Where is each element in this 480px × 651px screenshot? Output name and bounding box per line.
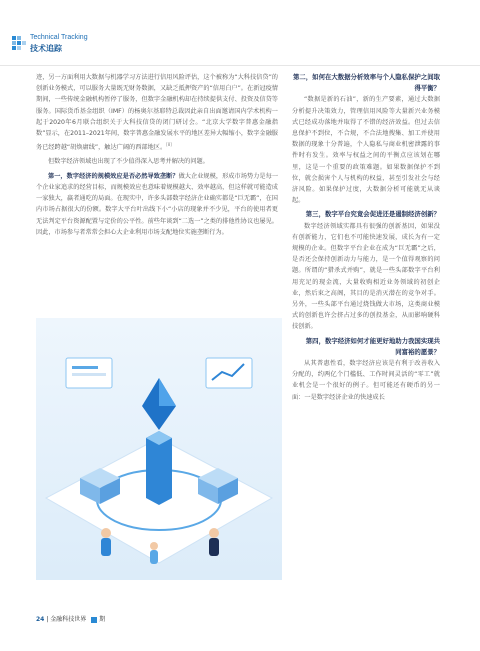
paragraph: 从其普惠性看，数字经济应该是有利于改善收入分配的，约两亿个门槛低、工作时间灵活的“零工”就业机会是一个很好的例子。但可能还有硬币的另一面：一是数字经济企业的快速成长	[292, 360, 440, 401]
question-heading: 第一，数字经济的规模效应是否必然导致垄断？	[48, 172, 179, 180]
question-heading: 第三，数字平台究竟会促进还是遏制经济创新？	[305, 210, 440, 219]
header-title-cn: 技术追踪	[30, 44, 62, 53]
header-title-en: Technical Tracking	[30, 34, 88, 41]
reference-mark: [8]	[166, 142, 172, 148]
paragraph: 数字经济领域实都具有很强的创新基因，如果没有创新能力，它们也不可能快速发展，成长为有一定规模的企业。但数字平台企业在成为“巨无霸”之后，是否还会保持创新动力与能力，是一个值得观察的问题。所谓的“猎杀式并购”，就是一些头部数字平台利用充足的现金流，大量收购相近业务领域的初创企业，然后束之高阁，其目的是消灭潜在的竞争对手。另外，一些头部平台通过烧钱做大市场，这类商业模式的创新也许会挤占过多的创投基金，从而影响硬科技创新。	[292, 222, 440, 331]
question-heading: 第二，如何在大数据分析效率与个人隐私保护之间取得平衡？	[293, 73, 440, 93]
paragraph: 第一，数字经济的规模效应是否必然导致垄断？做大企业规模，形成市场势力是每一个企业家追求的经营目标，而规模效应也意味着规模越大、效率越高，但这样就可能造成一家独大，赢者通吃的局面。在现实中，许多头部数字经济企业确实都是“巨无霸”，在国内市场占据很大的份额。数字大平台叶出线下小“小店的现象并不少见，平台的使用者更无法判定平台资源配置与定价的公平性。前些年谈到“二选一”之类的排他性协议也屡见。因此，市场参与者常常会担心大企业利用市场支配地位实施垄断行为。	[36, 172, 279, 236]
logo-icon	[12, 36, 26, 52]
publication-name: 金融科技世界	[50, 616, 87, 623]
right-column	[292, 72, 440, 406]
illustration	[36, 318, 282, 580]
issue-label: 期	[99, 616, 106, 623]
question-heading: 第四，数字经济如何才能更好地助力我国实现共同富裕的愿景？	[305, 336, 440, 356]
footer-separator: |	[46, 616, 49, 623]
issue-marker	[91, 617, 97, 623]
page-number: 24	[36, 616, 45, 623]
left-column	[36, 72, 278, 241]
section-header	[12, 34, 132, 56]
paragraph: 但数字经济领域也出现了不少值得深入思考并解决的问题。	[48, 158, 209, 166]
paragraph: “数据是新的石油”，新的生产要素，通过大数据分析提升决策效力，管理信用风险等大量新兴业务模式已经成功落地并取得了不错的经济效益。但过去信息保护不到位，不合规，不合法地搜集、加工并使用数据的现象十分普遍，个人隐私与商业机密泄露的事件时有发生。效率与权益之间的平衡点应该划在哪里，这是一个重要的政策难题。如果数据保护不到位，就会损害个人与机构的权益，甚至引发社会与经济风险。如果保护过度，大数据分析可能就无从谈起。	[292, 96, 440, 205]
page-footer	[36, 614, 105, 623]
paragraph: 迹，另一方面利用大数据与机器学习方法进行信用风险评估，这个被称为“大科技信贷”的创新业务模式，可以服务大量既无财务数据，又缺乏抵押资产的“信用白户”。在新冠疫情期间，一些传统金融机构暂停了服务，但数字金融机构却在持续提供支付、投资及信贷等服务。国际货币基金组织（IMF）的杨奥尔基耶特总裁因此亲自出面邀请国内学术机构一起于2020年6月联合组织关于大科技信贷的闭门研讨会。“北京大学数字普惠金融指数”显示，在2011–2021年间，数字普惠金融发展水平的地区差异大幅缩小，数字金融服务已经跨越“胡焕庸线”，触达广阔的西部地区。[8]	[36, 74, 278, 152]
header-divider	[0, 65, 480, 66]
